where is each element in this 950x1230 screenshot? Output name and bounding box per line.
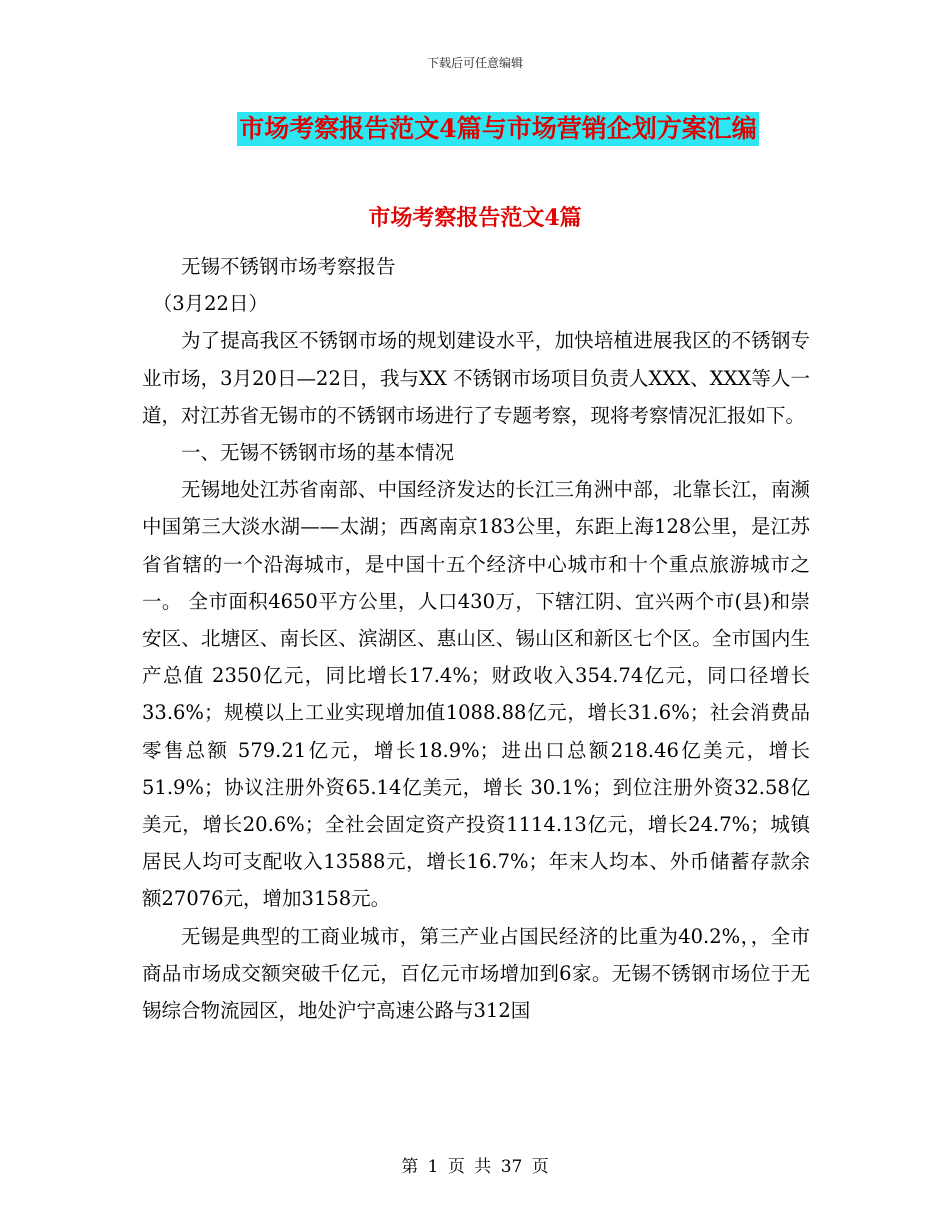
main-title-container (0, 112, 950, 146)
report-date: （3月22日） (152, 292, 268, 316)
report-title: 无锡不锈钢市场考察报告 (181, 255, 396, 278)
main-title: 市场考察报告范文4篇与市场营销企划方案汇编 (237, 112, 758, 146)
paragraph: 无锡是典型的工商业城市，第三产业占国民经济的比重为40.2%，，全市商品市场成交额突破千亿元，百亿元市场增加到6家。无锡不锈钢市场位于无锡综合物流园区，地处沪宁高速公路与312国 (142, 924, 810, 1023)
paragraph: 为了提高我区不锈钢市场的规划建设水平，加快培植进展我区的不锈钢专业市场，3月20日—22日，我与XX 不锈钢市场项目负责人XXX、XXX等人一道，对江苏省无锡市的不锈钢市场进行了专题考察，现将考察情况汇报如下。 (142, 329, 810, 427)
document-body (142, 248, 810, 1029)
section-title: 市场考察报告范文4篇 (368, 205, 582, 231)
page-header-note: 下载后可任意编辑 (426, 56, 523, 70)
page-footer: 第 1 页 共 37 页 (401, 1157, 549, 1177)
paragraph: 无锡地处江苏省南部、中国经济发达的长江三角洲中部，北靠长江，南濒中国第三大淡水湖——太湖；西离南京183公里，东距上海128公里，是江苏省省辖的一个沿海城市，是中国十五个经济中心城市和十个重点旅游城市之一。 全市面积4650平方公里，人口430万，下辖江阴、宜兴两个市(县)和崇安区、北塘区、南长区、滨湖区、惠山区、锡山区和新区七个区。全市国内生产总值 2350亿元，同比增长17.4%；财政收入354.74亿元，同口径增长33.6%；规模以上工业实现增加值1088.88亿元，增长31.6%；社会消费品零售总额 579.21亿元，增长18.9%；进出口总额218.46亿美元，增长51.9%；协议注册外资65.14亿美元，增长 30.1%；到位注册外资32.58亿美元，增长20.6%；全社会固定资产投资1114.13亿元，增长24.7%；城镇居民人均可支配收入13588元，增长16.7%；年末人均本、外币储蓄存款余额27076元，增加3158元。 (142, 478, 810, 911)
section-heading: 一、无锡不锈钢市场的基本情况 (181, 441, 455, 465)
